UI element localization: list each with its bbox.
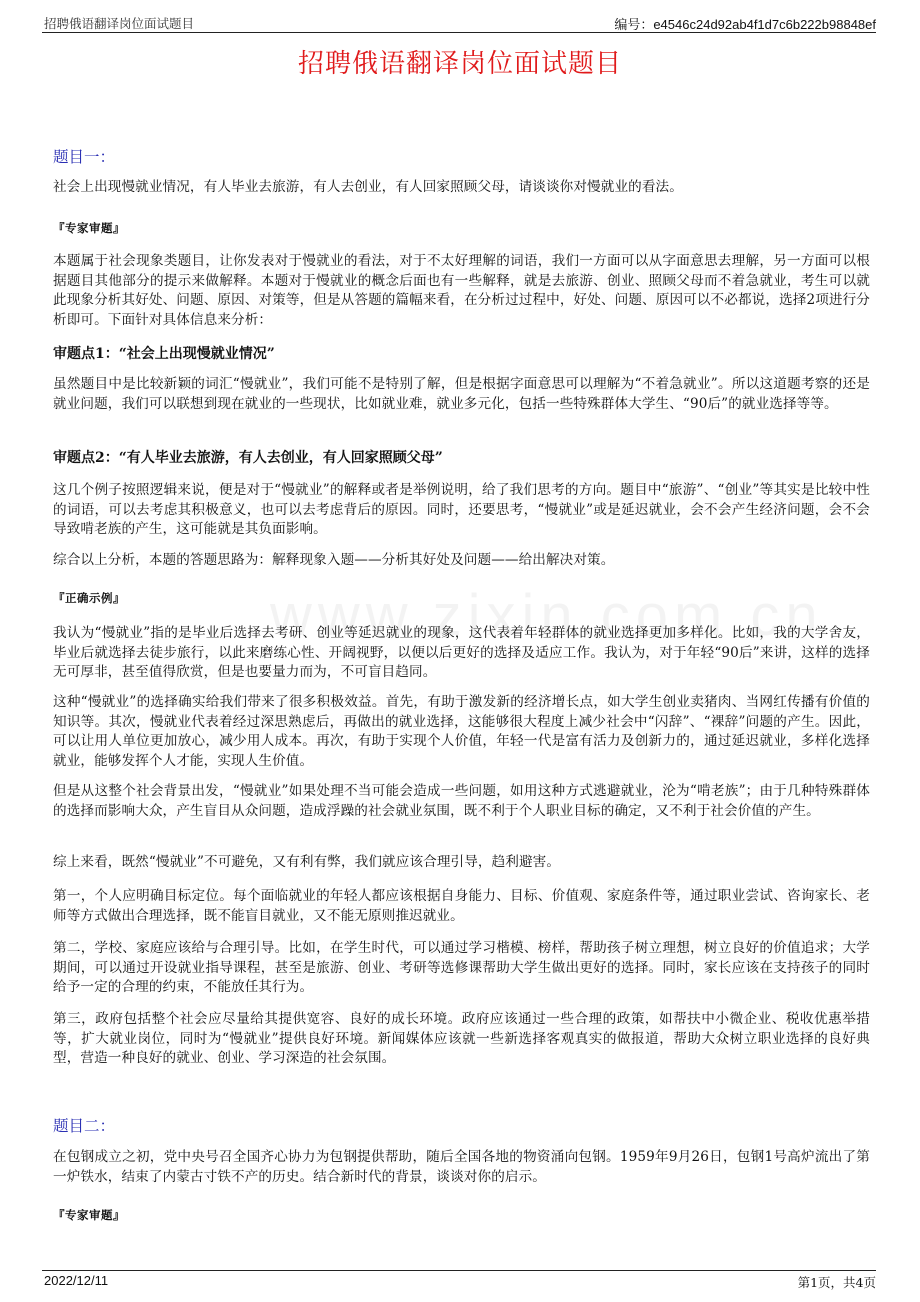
expert-review-tag-2: 『专家审题』 bbox=[53, 1208, 125, 1222]
review-point-2-paragraph: 这几个例子按照逻辑来说，便是对于“慢就业”的解释或者是举例说明，给了我们思考的方向。题目中“旅游”、“创业”等其实是比较中性的词语，可以去考虑其积极意义，也可以去考虑背后的原因。同时，还要思考，“慢就业”或是延迟就业，会不会产生经济问题，会不会导致啃老族的产生，这可能就是其负面影响。 bbox=[53, 482, 870, 537]
answer-paragraph: 我认为“慢就业”指的是毕业后选择去考研、创业等延迟就业的现象，这代表着年轻群体的就业选择更加多样化。比如，我的大学舍友，毕业后就选择去徒步旅行，以此来磨练心性、开阔视野，以便以后更好的选择及适应工作。我认为，对于年轻“90后”来讲，这样的选择无可厚非，甚至值得欣赏，但是也要量力而为，不可盲目趋同。 bbox=[53, 625, 870, 680]
page-title: 招聘俄语翻译岗位面试题目 bbox=[297, 49, 622, 79]
answer-paragraph: 这种“慢就业”的选择确实给我们带来了很多积极效益。首先，有助于激发新的经济增长点，如大学生创业卖猪肉、当网红传播有价值的知识等。其次，慢就业代表着经过深思熟虑后，再做出的就业选择，这能够很大程度上减少社会中“闪辞”、“裸辞”问题的产生。因此，可以让用人单位更加放心，减少用人成本。再次，有助于实现个人价值，年轻一代是富有活力及创新力的，通过延迟就业，多样化选择就业，能够发挥个人才能，实现人生价值。 bbox=[53, 694, 870, 769]
analysis-summary: 综合以上分析，本题的答题思路为：解释现象入题——分析其好处及问题——给出解决对策。 bbox=[53, 552, 615, 568]
footer-page-number: 第1页，共4页 bbox=[797, 1275, 876, 1290]
footer-date: 2022/12/11 bbox=[44, 1273, 109, 1288]
answer-paragraph: 第二，学校、家庭应该给与合理引导。比如，在学生时代，可以通过学习楷模、榜样，帮助孩子树立理想，树立良好的价值追求；大学期间，可以通过开设就业指导课程，甚至是旅游、创业、考研等选修课帮助大学生做出更好的选择。同时，家长应该在支持孩子的同时给予一定的合理的约束，不能放任其行为。 bbox=[53, 940, 870, 995]
answer-paragraph: 但是从这整个社会背景出发，“慢就业”如果处理不当可能会造成一些问题，如用这种方式逃避就业，沦为“啃老族”；由于几种特殊群体的选择而影响大众，产生盲目从众问题，造成浮躁的社会就业氛围，既不利于个人职业目标的确定，又不利于社会价值的产生。 bbox=[53, 783, 870, 819]
answer-paragraph: 综上来看，既然“慢就业”不可避免，又有利有弊，我们就应该合理引导，趋利避害。 bbox=[53, 854, 561, 870]
question-1-heading: 题目一： bbox=[53, 148, 116, 166]
answer-paragraph: 第三，政府包括整个社会应尽量给其提供宽容、良好的成长环境。政府应该通过一些合理的政策，如帮扶中小微企业、税收优惠举措等，扩大就业岗位，同时为“慢就业”提供良好环境。新闻媒体应该就一些新选择客观真实的做报道，帮助大众树立职业选择的良好典型，营造一种良好的就业、创业、学习深造的社会氛围。 bbox=[53, 1011, 870, 1066]
question-2-heading: 题目二： bbox=[53, 1117, 116, 1135]
header-doc-code: 编号：e4546c24d92ab4f1d7c6b222b98848ef bbox=[614, 17, 876, 32]
question-1-text: 社会上出现慢就业情况，有人毕业去旅游，有人去创业，有人回家照顾父母，请谈谈你对慢就业的看法。 bbox=[53, 179, 683, 195]
answer-paragraph: 第一，个人应明确目标定位。每个面临就业的年轻人都应该根据自身能力、目标、价值观、家庭条件等，通过职业尝试、咨询家长、老师等方式做出合理选择，既不能盲目就业，又不能无原则推迟就业。 bbox=[53, 888, 870, 924]
expert-intro-paragraph: 本题属于社会现象类题目，让你发表对于慢就业的看法，对于不太好理解的词语，我们一方面可以从字面意思去理解，另一方面可以根据题目其他部分的提示来做解释。本题对于慢就业的概念后面也有一些解释，就是去旅游、创业、照顾父母而不着急就业，考生可以就此现象分析其好处、问题、原因、对策等，但是从答题的篇幅来看，在分析过过程中，好处、问题、原因可以不必都说，选择2项进行分析即可。下面针对具体信息来分析： bbox=[53, 253, 870, 328]
expert-review-tag: 『专家审题』 bbox=[53, 221, 125, 235]
page-footer bbox=[42, 1270, 876, 1295]
review-point-1-title: 审题点1：“社会上出现慢就业情况” bbox=[53, 346, 275, 362]
review-point-2-title: 审题点2：“有人毕业去旅游，有人去创业，有人回家照顾父母” bbox=[53, 450, 443, 466]
page-header bbox=[42, 10, 876, 33]
review-point-1-paragraph: 虽然题目中是比较新颖的词汇“慢就业”，我们可能不是特别了解，但是根据字面意思可以理解为“不着急就业”。所以这道题考察的还是就业问题，我们可以联想到现在就业的一些现状，比如就业难，就业多元化，包括一些特殊群体大学生、“90后”的就业选择等等。 bbox=[53, 376, 870, 412]
header-doc-name: 招聘俄语翻译岗位面试题目 bbox=[44, 16, 195, 31]
question-2-text: 在包钢成立之初，党中央号召全国齐心协力为包钢提供帮助，随后全国各地的物资涌向包钢。1959年9月26日，包钢1号高炉流出了第一炉铁水，结束了内蒙古寸铁不产的历史。结合新时代的背景，谈谈对你的启示。 bbox=[53, 1149, 870, 1185]
correct-example-tag: 『正确示例』 bbox=[53, 591, 125, 605]
